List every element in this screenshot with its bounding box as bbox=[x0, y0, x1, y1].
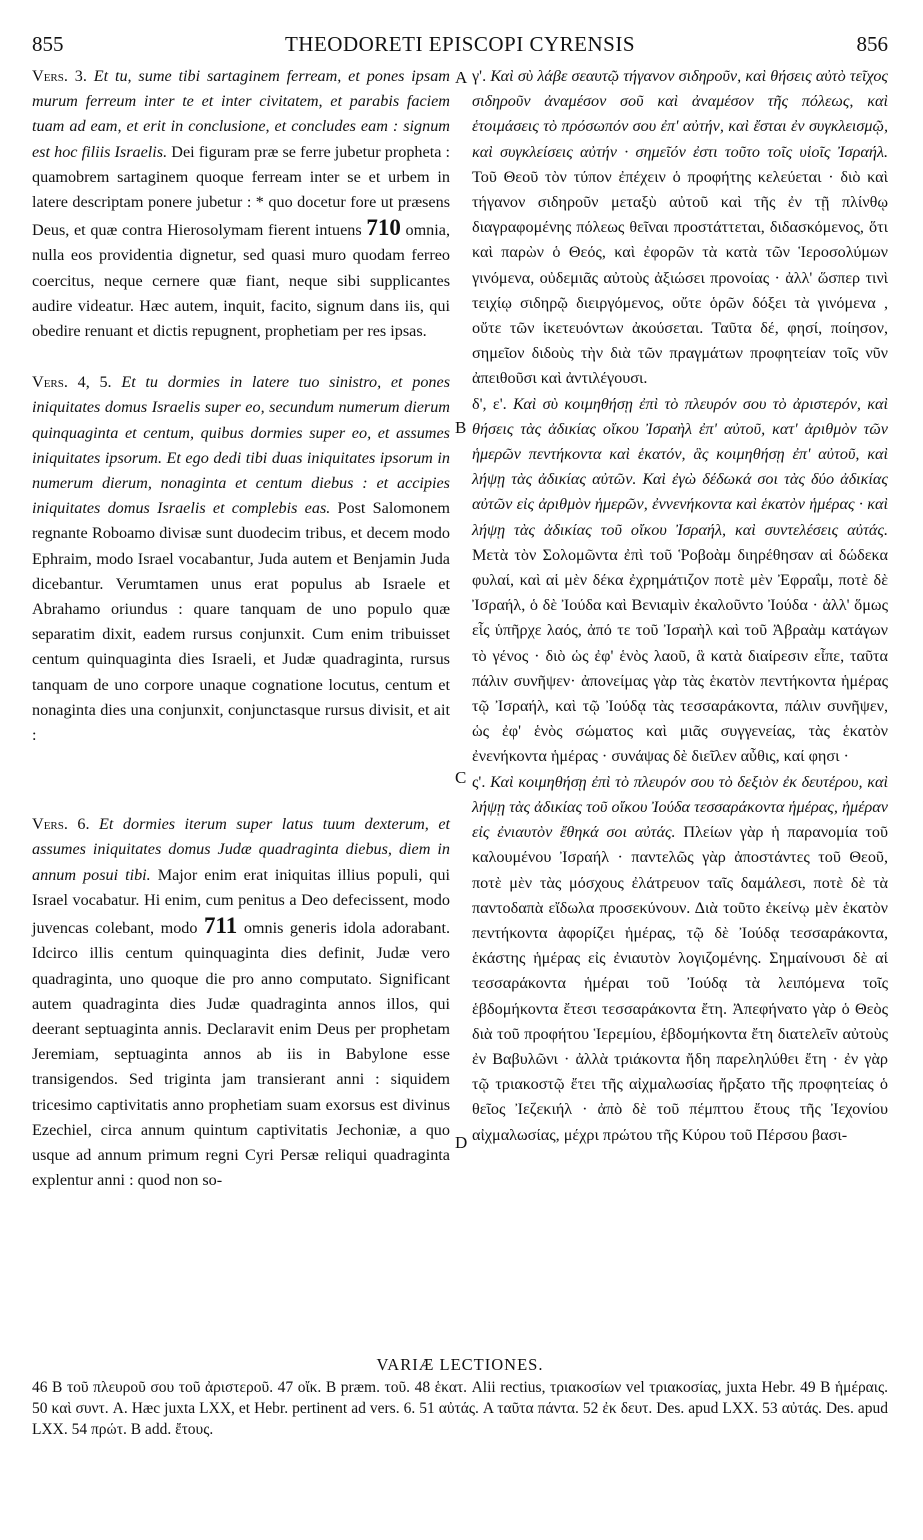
page-number-right: 856 bbox=[856, 32, 888, 56]
section-marker: C bbox=[455, 768, 467, 787]
commentary-text: Post Salomonem regnante Roboamo divisæ sunt duodecim tribus, et decem modo Ephraim, modo Israel vocabantur, Juda autem et Benjamin Juda dicebantur. Verumtamen unus erat populus ab Israele et Abrahamo oriundus : quare tanquam de uno populo quæ separatim dixit, eadem rursus conjunxit. Cum enim tribuisset centum quinquaginta dies Israeli, et Judæ quadraginta, rursus tanquam de uno corpore unaque cognatione locutus, centum et nonaginta dies una conjunxit, conjunctasque rursus divisit, et ait : bbox=[32, 499, 450, 745]
running-title: THEODORETI EPISCOPI CYRENSIS bbox=[284, 32, 636, 56]
column-number: 710 bbox=[366, 215, 401, 241]
latin-paragraph bbox=[32, 64, 450, 344]
latin-column bbox=[32, 64, 450, 1193]
latin-paragraph bbox=[32, 370, 450, 748]
page-header bbox=[32, 32, 888, 62]
section-marker: A bbox=[455, 68, 468, 87]
verse-label: Vers. 4, 5. bbox=[32, 373, 112, 392]
commentary-text: Dei figuram præ se ferre jubetur propheta : quamobrem sartaginem quoque ferream inter se et urbem in latere descriptam ponere jubetur : * quo docetur fore ut præsens Deus, et quæ contra Hierosolymam fierent intuens bbox=[32, 142, 451, 240]
section-marker: D bbox=[455, 1133, 468, 1152]
verse-label: ς'. bbox=[472, 772, 486, 791]
verse-quote: Et dormies iterum super latus tuum dexterum, et assumes iniquitates domus Judæ quadraginta diebus, diem in annum posui tibi. bbox=[32, 815, 451, 884]
verse-label: Vers. 3. bbox=[32, 67, 87, 85]
commentary-text: omnia, nulla eos providentia dignetur, sed quasi muro quodam ferreo coercitus, neque cernere quæ fiant, neque sibi supplicantes audire videatur. Hæc autem, inquit, facito, signum dans iis, qui obedire renuant et dictis repugnent, prophetiam per res ipsas. bbox=[32, 221, 451, 341]
greek-paragraph bbox=[472, 64, 888, 392]
verse-quote: Καὶ κοιμηθήσῃ ἐπὶ τὸ πλευρόν σου τὸ δεξιὸν ἐκ δευτέρου, καὶ λήψῃ τὰς ἀδικίας τοῦ οἴκου Ἰούδα τεσσαράκοντα ἡμέρας, ἡμέραν εἰς ἐνιαυτὸν ἔθηκά σοι αὐτάς. bbox=[472, 772, 889, 842]
verse-quote: Καὶ σὺ λάβε σεαυτῷ τήγανον σιδηροῦν, καὶ θήσεις αὐτὸ τεῖχος σιδηροῦν ἀναμέσον σοῦ καὶ ἀναμέσον τῆς πόλεως, καὶ ἑτοιμάσεις τὸ πρόσωπόν σου ἐπ' αὐτήν, καὶ ἔσται ἐν συγκλεισμῷ, καὶ συγκλείσεις αὐτήν · σημεῖόν ἐστι τοῦτο τοῖς υἱοῖς Ἰσραήλ. bbox=[472, 67, 888, 161]
section-marker: B bbox=[455, 418, 467, 437]
commentary-text: Τοῦ Θεοῦ τὸν τύπον ἐπέχειν ὁ προφήτης κελεύεται · διὸ καὶ τήγανον σιδηροῦν μεταξὺ αὐτοῦ καὶ τῆς ἐν τῇ πλίνθῳ διαγραφομένης πόλεως θεῖναι προστάττεται, διδασκόμενος, ὅτι καὶ παρὼν ὁ Θεός, καὶ ἐφορῶν τὰ κατὰ τῶν Ἱεροσολύμων γινόμενα, οὐδεμιᾶς αὐτοὺς ἀξιώσει προνοίας · ἀλλ' ὥσπερ τινὶ τειχίῳ σιδηρῷ διειργόμενος, οὔτε ὁρῶν δόξει τὰ γινόμενα , οὔτε τῶν ἱκετευόντων ἀκούσεται. Ταῦτα δέ, φησί, ποίησον, σημεῖον διδοὺς τὴν διὰ τῶν πραγμάτων προφητείαν τοῖς νῦν ἀπειθοῦσι καὶ ἀντιλέγουσι. bbox=[472, 167, 888, 388]
verse-label: γ'. bbox=[472, 67, 487, 85]
commentary-text: omnis generis idola adorabant. Idcirco illis centum quinquaginta dies definit, Judæ vero quadraginta, uno quoque die pro anno computato. Significant autem quadraginta dies Judæ quadraginta annos illos, qui deerant septuaginta annis. Declaravit enim Deus per prophetam Jeremiam, septuaginta annos ab iis in Babylone esse transigendos. Sed triginta jam transierant anni : siquidem tricesimo captivitatis anno prophetiam suam exorsus est divinus Ezechiel, circa annum quintum captivitatis Jechoniæ, a quo usque ad annum primum regni Cyri Persæ reliqui quadraginta explentur anni : quod non so- bbox=[32, 919, 450, 1190]
verse-label: δ', ε'. bbox=[472, 394, 507, 413]
variant-readings-title: VARIÆ LECTIONES. bbox=[376, 1355, 544, 1374]
commentary-text: Μετὰ τὸν Σολομῶντα ἐπὶ τοῦ Ῥοβοὰμ διηρέθησαν αἱ δώδεκα φυλαί, καὶ αἱ μὲν δέκα ἐχρημάτιζον ποτὲ μὲν Ἐφραΐμ, ποτὲ δὲ Ἰσραήλ, ὁ δὲ Ἰούδα καὶ Βενιαμὶν ἐκαλοῦντο Ἰούδα · ἀλλ' ὅμως εἷς ὑπῆρχε λαός, ἀπό τε τοῦ Ἰσραὴλ καὶ τοῦ Ἀβραὰμ κατάγων τὸ γένος · διὸ ὡς ἐφ' ἑνὸς λαοῦ, ἃ κατὰ διαίρεσιν εἶπε, ταῦτα πάλιν συνῆψεν· ἀπονείμας γὰρ τὰς ἑκατὸν πεντήκοντα ἡμέρας τῷ Ἰσραήλ, καὶ τῷ Ἰούδᾳ τὰς τεσσαράκοντα, πάλιν συνῆψεν, ὡς ἐφ' ἑνὸς σώματος καὶ μιᾶς συγγενείας, τὰς ἑκατὸν ἐνενήκοντα ἡμέρας · συνάψας δὲ διεῖλεν αὖθις, καί φησι · bbox=[472, 545, 888, 766]
verse-quote: Et tu, sume tibi sartaginem ferream, et pones ipsam murum ferreum inter te et inter civitatem, et parabis faciem tuam ad eam, et erit in conclusione, et concludes eam : signum est hoc filiis Israelis. bbox=[32, 67, 450, 161]
commentary-text: Πλείων γὰρ ἡ παρανομία τοῦ καλουμένου Ἰσραήλ · παντελῶς γὰρ ἀποστάντες τοῦ Θεοῦ, ποτὲ μὲν τὰς μόσχους ἐλάτρευον ταῖς δαμάλεσι, ποτὲ δὲ τὰ παντοδαπὰ εἴδωλα προσεκύνουν. Διὰ τοῦτο ἐκείνῳ μὲν ἑκατὸν πεντήκοντα ἀφορίζει ἡμέρας, τῷ δὲ Ἰούδᾳ τεσσαράκοντα, ἑκάστης ἡμέρας εἰς ἐνιαυτὸν λογιζομένης. Σημαίνουσι δὲ αἱ τεσσαράκοντα ἡμέραι τοῦ Ἰούδᾳ τὰ λειπόμενα τοῖς ἑβδομήκοντα ἔτεσι τεσσαράκοντα ἔτη. Ἀπεφήνατο γὰρ ὁ Θεὸς διὰ τοῦ προφήτου Ἱερεμίου, ἑβδομήκοντα ἔτη διατελεῖν αὐτοὺς ἐν Βαβυλῶνι · ἀλλὰ τριάκοντα ἤδη παρεληλύθει ἔτη · ἐν γὰρ τῷ τριακοστῷ ἔτει τῆς αἰχμαλωσίας ἤρξατο τῆς προφητείας ὁ θεῖος Ἰεζεκιήλ · ἀπὸ δὲ τοῦ πέμπτου ἔτους τῆς Ἰεχονίου αἰχμαλωσίας, μέχρι πρώτου τῆς Κύρου τοῦ Πέρσου βασι- bbox=[472, 823, 888, 1144]
verse-quote: Et tu dormies in latere tuo sinistro, et pones iniquitates domus Israelis super eo, secundum numerum dierum quinquaginta et centum, quibus dormies super eo, et assumes iniquitates ipsorum. Et ego dedi tibi duas iniquitates ipsorum in numerum dierum, nonaginta et centum diebus : et accipies iniquitates domus Israelis et complebis eas. bbox=[32, 373, 451, 518]
greek-paragraph bbox=[472, 770, 888, 1148]
column-number: 711 bbox=[204, 913, 238, 939]
variant-readings-text: 46 B τοῦ πλευροῦ σου τοῦ ἀριστεροῦ. 47 οἴκ. B præm. τοῦ. 48 ἑκατ. Alii rectius, τριακοσίων vel τριακοσίας, juxta Hebr. 49 B ἡμέραις. 50 καὶ συντ. A. Hæc juxta LXX, et Hebr. pertinent ad vers. 6. 51 αὐτάς. A ταῦτα πάντα. 52 ἐκ δευτ. Des. apud LXX. 53 αὐτάς. Des. apud LXX. 54 πρώτ. B add. ἔτους. bbox=[32, 1379, 888, 1438]
page-number-left: 855 bbox=[32, 32, 64, 56]
variant-readings bbox=[32, 1354, 888, 1440]
greek-column bbox=[472, 64, 888, 1148]
latin-paragraph bbox=[32, 812, 450, 1193]
verse-quote: Καὶ σὺ κοιμηθήσῃ ἐπὶ τὸ πλευρόν σου τὸ ἀριστερόν, καὶ θήσεις τὰς ἀδικίας οἴκου Ἰσραὴλ ἐπ' αὐτοῦ, κατ' ἀριθμὸν τῶν ἡμερῶν πεντήκοντα καὶ ἑκατόν, ἃς κοιμηθήσῃ ἐπ' αὐτοῦ, καὶ λήψῃ τὰς ἀδικίας αὐτῶν. Καὶ ἐγὼ δέδωκά σοι τὰς δύο ἀδικίας αὐτῶν εἰς ἀριθμὸν ἡμερῶν, ἐννενήκοντα καὶ ἑκατὸν ἡμέρας · καὶ λήψῃ τὰς ἀδικίας τοῦ οἴκου Ἰσραήλ, καὶ συντελέσεις αὐτάς. bbox=[472, 394, 889, 539]
verse-label: Vers. 6. bbox=[32, 815, 90, 834]
commentary-text: Major enim erat iniquitas illius populi, qui Israel vocabatur. Hi enim, cum penitus a Deo defecissent, modo juvencas colebant, modo bbox=[32, 865, 450, 938]
greek-paragraph bbox=[472, 392, 888, 770]
